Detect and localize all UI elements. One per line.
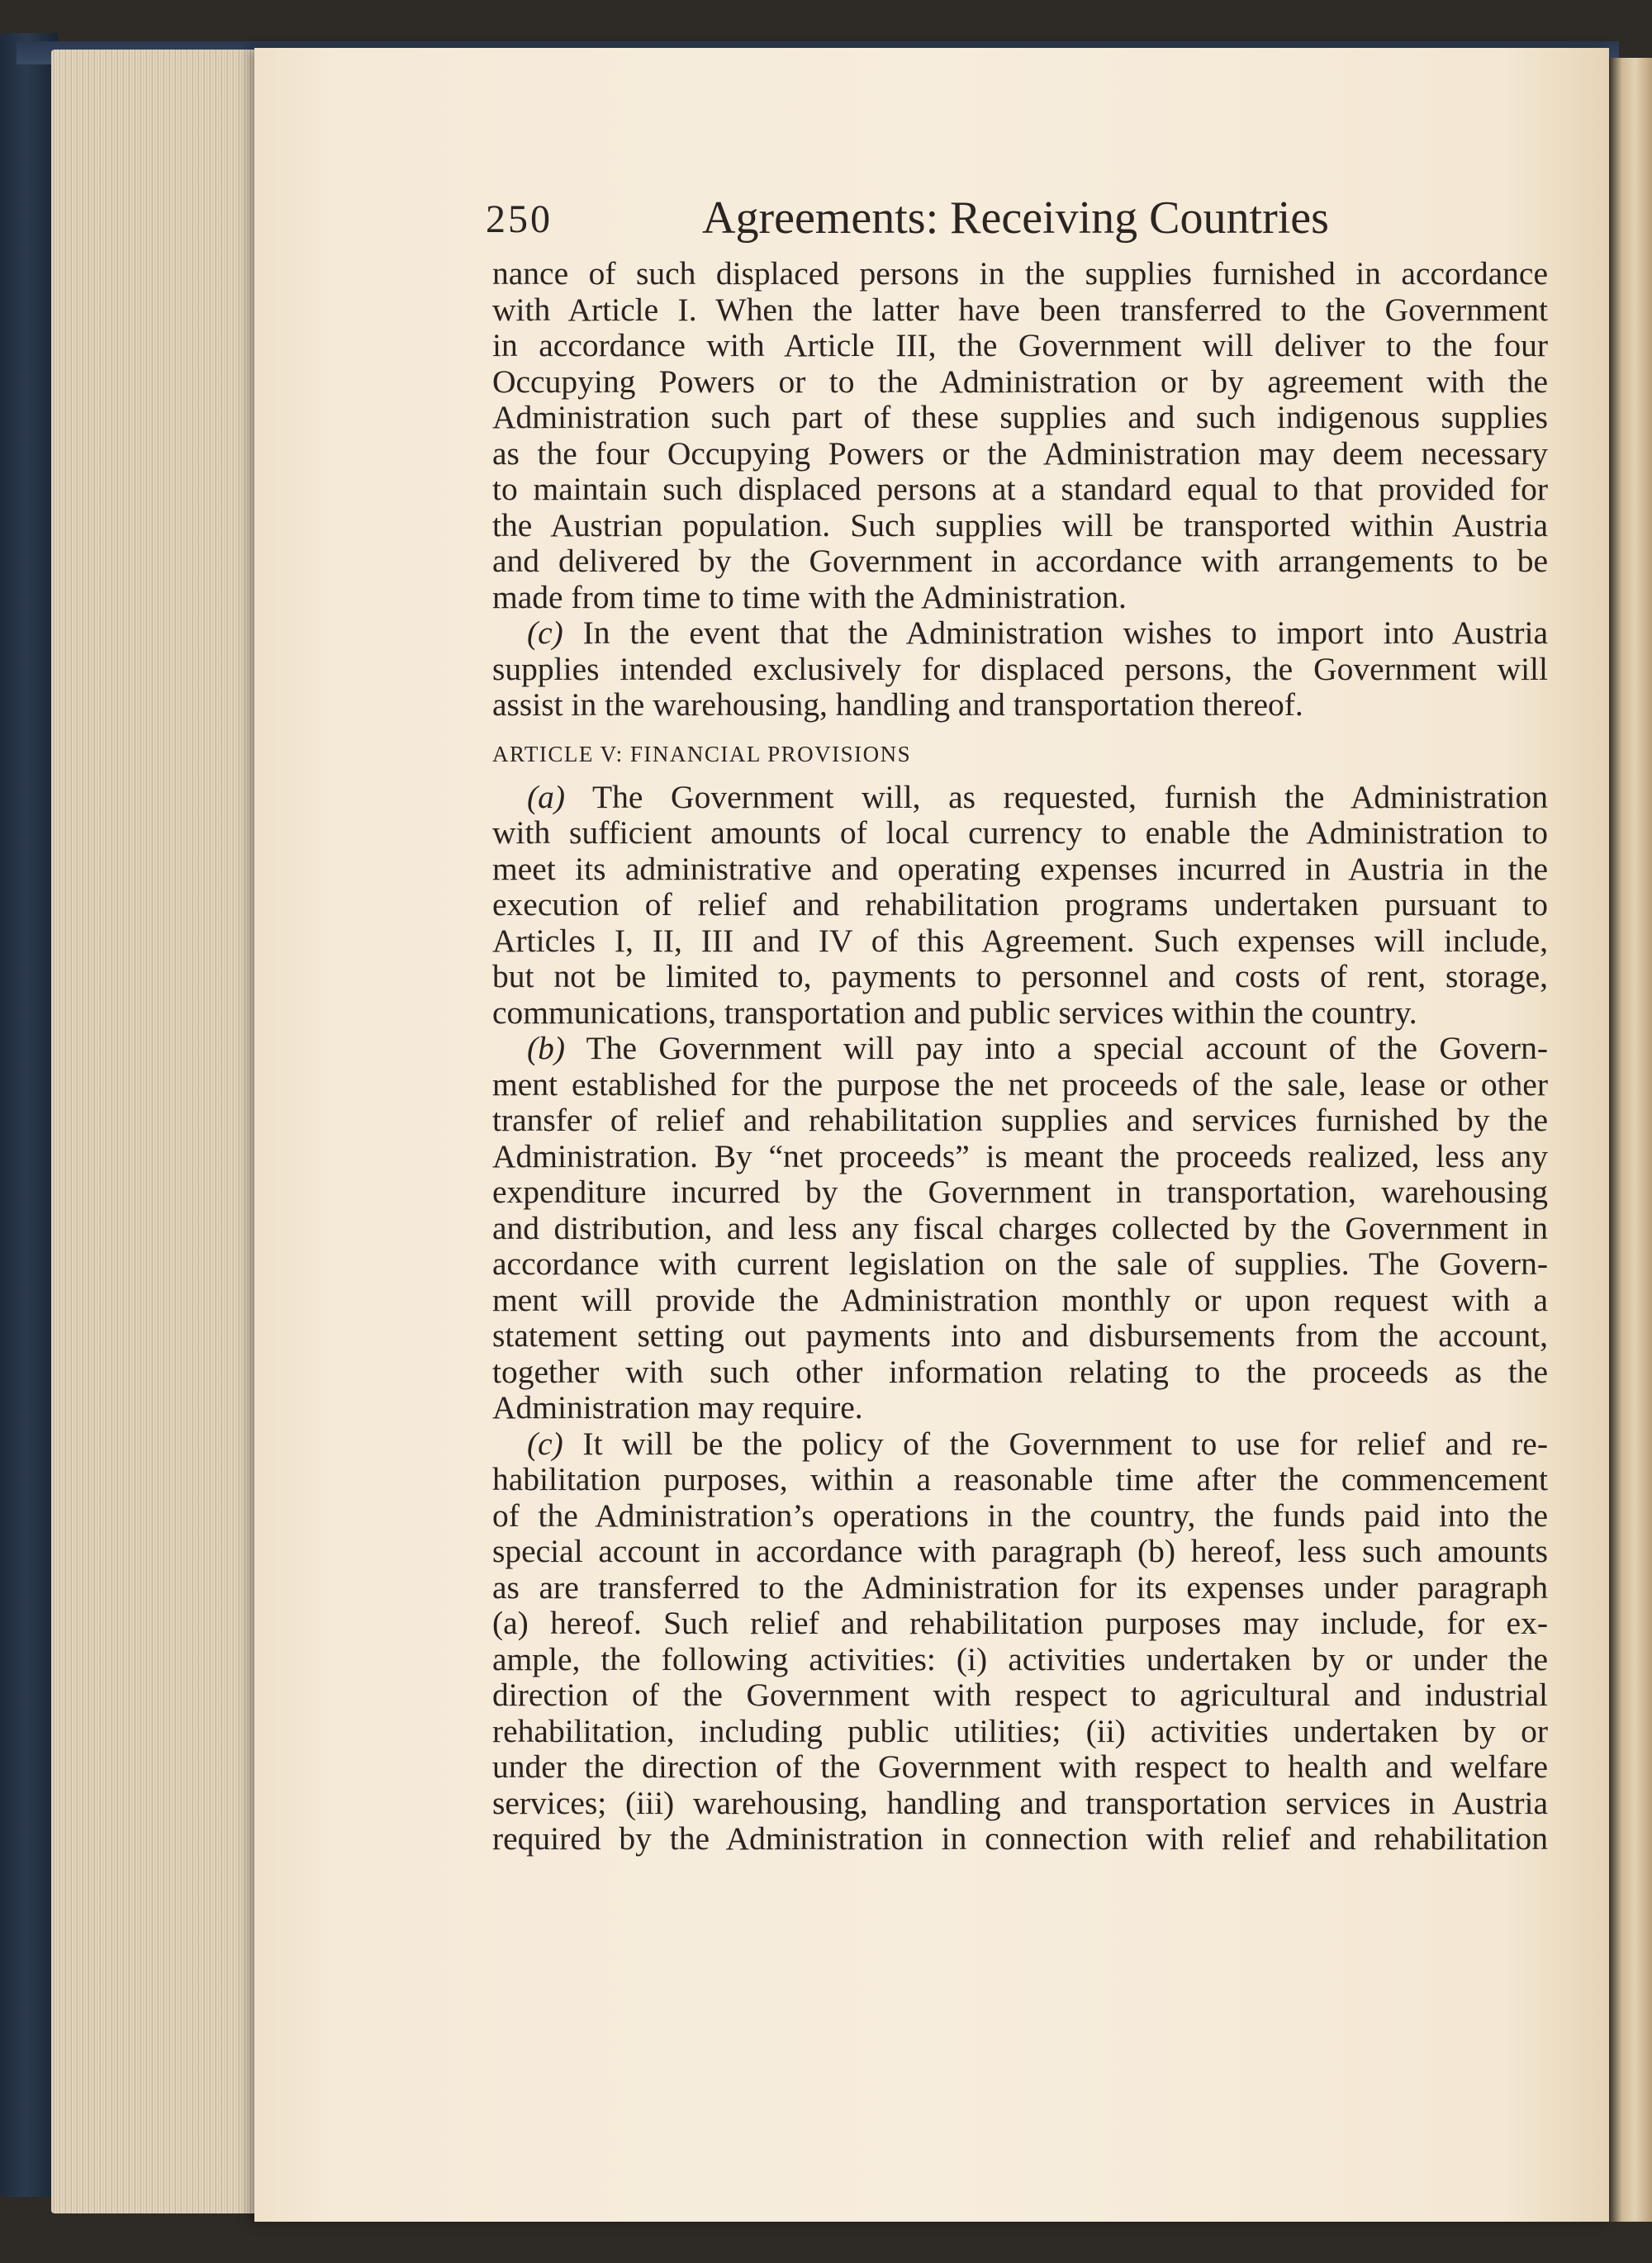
- text-line: statement setting out payments into and disbursements from the account,: [492, 1317, 1548, 1354]
- text-line: together with such other information relating to the proceeds as the: [492, 1353, 1548, 1390]
- paragraph-a: [492, 780, 1548, 1032]
- text-line: but not be limited to, payments to personnel and costs of rent, storage,: [492, 958, 1548, 994]
- text-line: as the four Occupying Powers or the Administration may deem necessary: [492, 434, 1548, 472]
- paragraph-marker: (a): [527, 778, 566, 815]
- paragraph-b: [492, 1031, 1548, 1426]
- text-line: [492, 1426, 1548, 1463]
- text-line: as are transferred to the Administration for its expenses under paragraph: [492, 1568, 1548, 1606]
- text-line: Administration. By “net proceeds” is meant the proceeds realized, less any: [492, 1137, 1548, 1174]
- text-line: required by the Administration in connection with relief and rehabilitation: [492, 1820, 1548, 1857]
- page-number: 250: [486, 197, 553, 241]
- text-line: transfer of relief and rehabilitation supplies and services furnished by the: [492, 1102, 1548, 1138]
- text-line: in accordance with Article III, the Government will deliver to the four: [492, 327, 1548, 363]
- text-line: to maintain such displaced persons at a standard equal to that provided for: [492, 471, 1548, 507]
- text-line: with sufficient amounts of local currency to enable the Administration to: [492, 814, 1548, 851]
- text-line: direction of the Government with respect to agricultural and industrial: [492, 1677, 1548, 1713]
- page-stack-edges: [51, 50, 266, 2213]
- text-line: special account in accordance with paragraph (b) hereof, less such amounts: [492, 1533, 1548, 1569]
- text-line: (a) hereof. Such relief and rehabilitation purposes may include, for ex-: [492, 1605, 1548, 1641]
- text-line: meet its administrative and operating expenses incurred in Austria in the: [492, 850, 1548, 887]
- text-line: supplies intended exclusively for displaced persons, the Government will: [492, 650, 1548, 687]
- text-line: [492, 780, 1548, 816]
- text-line-content: It will be the policy of the Government to use for relief and re-: [563, 1425, 1548, 1462]
- text-line: [492, 615, 1548, 652]
- text-line-content: The Government will pay into a special account of the Govern-: [565, 1030, 1548, 1066]
- text-line: rehabilitation, including public utilities; (ii) activities undertaken by or: [492, 1712, 1548, 1749]
- text-line: of the Administration’s operations in the country, the funds paid into the: [492, 1497, 1548, 1534]
- text-line: made from time to time with the Administration.: [492, 578, 1127, 615]
- text-line: under the direction of the Government with respect to health and welfare: [492, 1748, 1548, 1785]
- paragraph-continuation: [492, 256, 1548, 615]
- text-line: assist in the warehousing, handling and transportation thereof.: [492, 686, 1303, 723]
- text-line: and distribution, and less any fiscal charges collected by the Government in: [492, 1209, 1548, 1246]
- body-text: [492, 256, 1548, 1857]
- paragraph-c: [492, 1426, 1548, 1857]
- text-line: execution of relief and rehabilitation programs undertaken pursuant to: [492, 886, 1548, 923]
- text-line: ment will provide the Administration monthly or upon request with a: [492, 1281, 1548, 1318]
- text-line: with Article I. When the latter have been transferred to the Government: [492, 291, 1548, 328]
- text-line: accordance with current legislation on the sale of supplies. The Govern-: [492, 1245, 1548, 1282]
- paragraph-c-displaced: [492, 615, 1548, 723]
- text-line: the Austrian population. Such supplies will be transported within Austria: [492, 506, 1548, 543]
- text-line: ment established for the purpose the net proceeds of the sale, lease or other: [492, 1065, 1548, 1103]
- running-title: Agreements: Receiving Countries: [702, 192, 1329, 244]
- text-line: habilitation purposes, within a reasonable time after the commencement: [492, 1461, 1548, 1497]
- paragraph-marker: (c): [527, 1425, 563, 1462]
- text-line: and delivered by the Government in accordance with arrangements to be: [492, 543, 1548, 579]
- text-line: nance of such displaced persons in the supplies furnished in accordance: [492, 255, 1548, 292]
- text-line: Administration may require.: [492, 1389, 863, 1426]
- text-line: Occupying Powers or to the Administration or by agreement with the: [492, 363, 1548, 400]
- text-line-content: In the event that the Administration wishes to import into Austria: [563, 614, 1548, 651]
- paragraph-marker: (c): [527, 614, 563, 651]
- text-line: Administration such part of these supplies and such indigenous supplies: [492, 399, 1548, 435]
- text-line: ample, the following activities: (i) activities undertaken by or under the: [492, 1640, 1548, 1677]
- text-line: [492, 1031, 1548, 1067]
- book-cover-spine: [0, 33, 58, 2197]
- facing-page-edge: [1609, 58, 1652, 2222]
- page-header: [486, 192, 1559, 244]
- text-line: expenditure incurred by the Government in transportation, warehousing: [492, 1174, 1548, 1210]
- text-line: communications, transportation and public services within the country.: [492, 994, 1417, 1031]
- section-heading: ARTICLE V: FINANCIAL PROVISIONS: [492, 741, 912, 766]
- text-line: Articles I, II, III and IV of this Agreement. Such expenses will include,: [492, 922, 1548, 959]
- text-line: services; (iii) warehousing, handling and transportation services in Austria: [492, 1784, 1548, 1821]
- paragraph-marker: (b): [527, 1030, 566, 1066]
- text-line-content: The Government will, as requested, furnish the Administration: [565, 778, 1548, 815]
